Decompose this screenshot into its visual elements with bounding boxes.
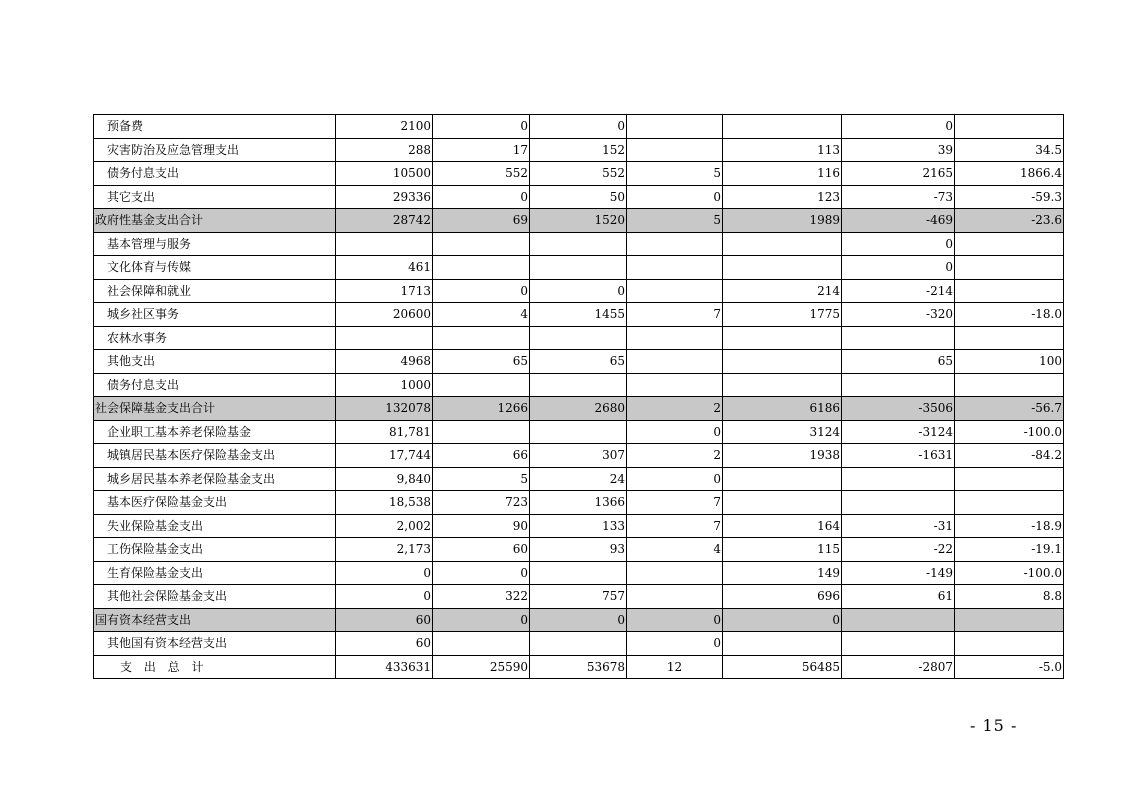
subtotal-row [94, 608, 1064, 632]
col-g-cell: 0 [842, 115, 955, 139]
col-e-cell [627, 256, 723, 280]
col-c-cell: 69 [433, 209, 530, 233]
table-row [94, 467, 1064, 491]
col-h-cell: -84.2 [955, 444, 1064, 468]
col-g-cell: -320 [842, 303, 955, 327]
col-c-cell: 60 [433, 538, 530, 562]
table-row [94, 232, 1064, 256]
expenditure-table [93, 114, 1064, 679]
total-row [94, 655, 1064, 679]
col-c-cell [433, 326, 530, 350]
col-h-cell [955, 491, 1064, 515]
col-d-cell: 53678 [530, 655, 627, 679]
col-f-cell [723, 632, 842, 656]
col-c-cell: 0 [433, 561, 530, 585]
table-row [94, 420, 1064, 444]
col-g-cell: -73 [842, 185, 955, 209]
col-d-cell: 307 [530, 444, 627, 468]
col-e-cell: 4 [627, 538, 723, 562]
col-f-cell: 696 [723, 585, 842, 609]
item-name-cell: 社会保障和就业 [94, 279, 336, 303]
col-g-cell: 39 [842, 138, 955, 162]
col-b-cell: 288 [336, 138, 433, 162]
col-e-cell [627, 138, 723, 162]
col-b-cell: 10500 [336, 162, 433, 186]
item-name-cell: 其他支出 [94, 350, 336, 374]
col-d-cell: 0 [530, 608, 627, 632]
col-b-cell: 1000 [336, 373, 433, 397]
col-b-cell: 60 [336, 608, 433, 632]
col-g-cell [842, 326, 955, 350]
col-b-cell [336, 232, 433, 256]
col-f-cell: 164 [723, 514, 842, 538]
item-name-cell: 债务付息支出 [94, 162, 336, 186]
item-name-cell: 基本管理与服务 [94, 232, 336, 256]
col-h-cell: -100.0 [955, 561, 1064, 585]
col-d-cell [530, 232, 627, 256]
col-f-cell [723, 467, 842, 491]
col-g-cell: 0 [842, 232, 955, 256]
table-row [94, 632, 1064, 656]
item-name-cell: 其他国有资本经营支出 [94, 632, 336, 656]
col-d-cell: 133 [530, 514, 627, 538]
col-f-cell [723, 373, 842, 397]
col-d-cell [530, 420, 627, 444]
col-h-cell [955, 608, 1064, 632]
col-d-cell [530, 256, 627, 280]
col-c-cell: 552 [433, 162, 530, 186]
col-h-cell [955, 467, 1064, 491]
table-row [94, 350, 1064, 374]
col-h-cell [955, 632, 1064, 656]
col-h-cell: -18.9 [955, 514, 1064, 538]
col-c-cell: 65 [433, 350, 530, 374]
col-e-cell: 7 [627, 303, 723, 327]
item-name-cell: 国有资本经营支出 [94, 608, 336, 632]
item-name-cell: 农林水事务 [94, 326, 336, 350]
col-c-cell [433, 373, 530, 397]
col-c-cell: 5 [433, 467, 530, 491]
col-h-cell [955, 232, 1064, 256]
col-f-cell [723, 256, 842, 280]
col-g-cell: -31 [842, 514, 955, 538]
table-row [94, 185, 1064, 209]
table-row [94, 538, 1064, 562]
col-h-cell: -100.0 [955, 420, 1064, 444]
col-e-cell [627, 561, 723, 585]
col-f-cell [723, 232, 842, 256]
col-f-cell: 1989 [723, 209, 842, 233]
col-h-cell: 100 [955, 350, 1064, 374]
col-d-cell: 65 [530, 350, 627, 374]
col-g-cell: -3124 [842, 420, 955, 444]
item-name-cell: 城镇居民基本医疗保险基金支出 [94, 444, 336, 468]
col-h-cell: 34.5 [955, 138, 1064, 162]
col-d-cell: 2680 [530, 397, 627, 421]
col-d-cell: 1366 [530, 491, 627, 515]
col-d-cell: 24 [530, 467, 627, 491]
table-row [94, 115, 1064, 139]
item-name-cell: 债务付息支出 [94, 373, 336, 397]
col-e-cell [627, 232, 723, 256]
col-e-cell [627, 585, 723, 609]
col-e-cell [627, 279, 723, 303]
item-name-cell: 灾害防治及应急管理支出 [94, 138, 336, 162]
col-c-cell: 66 [433, 444, 530, 468]
col-d-cell [530, 373, 627, 397]
col-g-cell: 65 [842, 350, 955, 374]
col-b-cell [336, 326, 433, 350]
col-d-cell: 552 [530, 162, 627, 186]
col-f-cell [723, 491, 842, 515]
table-row [94, 585, 1064, 609]
col-h-cell [955, 373, 1064, 397]
col-c-cell: 17 [433, 138, 530, 162]
col-d-cell: 93 [530, 538, 627, 562]
col-d-cell [530, 561, 627, 585]
item-name-cell: 预备费 [94, 115, 336, 139]
table-row [94, 162, 1064, 186]
col-e-cell [627, 326, 723, 350]
col-h-cell [955, 326, 1064, 350]
col-b-cell: 81,781 [336, 420, 433, 444]
col-b-cell: 28742 [336, 209, 433, 233]
col-g-cell: 2165 [842, 162, 955, 186]
col-f-cell: 149 [723, 561, 842, 585]
col-c-cell [433, 632, 530, 656]
col-g-cell [842, 467, 955, 491]
page-number: - 15 - [970, 716, 1018, 735]
col-f-cell: 123 [723, 185, 842, 209]
col-f-cell: 116 [723, 162, 842, 186]
col-g-cell: 0 [842, 256, 955, 280]
table-row [94, 326, 1064, 350]
col-e-cell: 0 [627, 608, 723, 632]
item-name-cell: 政府性基金支出合计 [94, 209, 336, 233]
col-d-cell: 1520 [530, 209, 627, 233]
col-e-cell: 0 [627, 467, 723, 491]
col-c-cell: 1266 [433, 397, 530, 421]
col-b-cell: 461 [336, 256, 433, 280]
col-g-cell: -149 [842, 561, 955, 585]
col-g-cell: -214 [842, 279, 955, 303]
col-g-cell [842, 632, 955, 656]
col-g-cell: -1631 [842, 444, 955, 468]
col-e-cell: 0 [627, 632, 723, 656]
col-e-cell: 12 [627, 655, 723, 679]
col-f-cell [723, 326, 842, 350]
col-c-cell [433, 420, 530, 444]
col-e-cell: 5 [627, 209, 723, 233]
col-e-cell: 5 [627, 162, 723, 186]
col-f-cell: 3124 [723, 420, 842, 444]
col-h-cell: -59.3 [955, 185, 1064, 209]
col-h-cell [955, 256, 1064, 280]
item-name-cell: 工伤保险基金支出 [94, 538, 336, 562]
item-name-cell: 其他社会保险基金支出 [94, 585, 336, 609]
col-b-cell: 2,002 [336, 514, 433, 538]
col-b-cell: 20600 [336, 303, 433, 327]
col-c-cell: 0 [433, 279, 530, 303]
col-f-cell: 6186 [723, 397, 842, 421]
col-f-cell [723, 115, 842, 139]
col-c-cell [433, 256, 530, 280]
col-g-cell [842, 373, 955, 397]
col-d-cell: 0 [530, 115, 627, 139]
col-h-cell: -18.0 [955, 303, 1064, 327]
col-b-cell: 17,744 [336, 444, 433, 468]
col-d-cell: 0 [530, 279, 627, 303]
table-row [94, 514, 1064, 538]
col-f-cell: 1938 [723, 444, 842, 468]
col-c-cell: 25590 [433, 655, 530, 679]
item-name-cell: 其它支出 [94, 185, 336, 209]
col-e-cell [627, 373, 723, 397]
col-b-cell: 0 [336, 585, 433, 609]
table-row [94, 444, 1064, 468]
item-name-cell: 城乡社区事务 [94, 303, 336, 327]
col-h-cell: 8.8 [955, 585, 1064, 609]
item-name-cell: 社会保障基金支出合计 [94, 397, 336, 421]
col-g-cell: -22 [842, 538, 955, 562]
table-row [94, 256, 1064, 280]
col-h-cell [955, 279, 1064, 303]
col-e-cell: 0 [627, 185, 723, 209]
item-name-cell: 支 出 总 计 [94, 655, 336, 679]
col-h-cell: -56.7 [955, 397, 1064, 421]
col-c-cell: 322 [433, 585, 530, 609]
col-c-cell: 723 [433, 491, 530, 515]
col-f-cell: 113 [723, 138, 842, 162]
col-d-cell: 757 [530, 585, 627, 609]
item-name-cell: 生育保险基金支出 [94, 561, 336, 585]
table-row [94, 279, 1064, 303]
col-h-cell [955, 115, 1064, 139]
col-f-cell: 1775 [723, 303, 842, 327]
item-name-cell: 文化体育与传媒 [94, 256, 336, 280]
col-d-cell: 152 [530, 138, 627, 162]
col-g-cell: 61 [842, 585, 955, 609]
col-g-cell: -469 [842, 209, 955, 233]
col-b-cell: 433631 [336, 655, 433, 679]
col-h-cell: -19.1 [955, 538, 1064, 562]
item-name-cell: 企业职工基本养老保险基金 [94, 420, 336, 444]
col-f-cell: 56485 [723, 655, 842, 679]
item-name-cell: 基本医疗保险基金支出 [94, 491, 336, 515]
subtotal-row [94, 209, 1064, 233]
col-e-cell [627, 115, 723, 139]
table-row [94, 138, 1064, 162]
col-e-cell: 2 [627, 444, 723, 468]
subtotal-row [94, 397, 1064, 421]
col-b-cell: 2,173 [336, 538, 433, 562]
col-e-cell: 7 [627, 491, 723, 515]
col-e-cell: 7 [627, 514, 723, 538]
col-d-cell: 50 [530, 185, 627, 209]
col-b-cell: 29336 [336, 185, 433, 209]
col-f-cell: 0 [723, 608, 842, 632]
col-b-cell: 0 [336, 561, 433, 585]
col-f-cell: 115 [723, 538, 842, 562]
col-c-cell: 0 [433, 608, 530, 632]
col-f-cell: 214 [723, 279, 842, 303]
col-c-cell: 0 [433, 115, 530, 139]
col-c-cell: 0 [433, 185, 530, 209]
col-d-cell: 1455 [530, 303, 627, 327]
col-c-cell: 90 [433, 514, 530, 538]
col-e-cell [627, 350, 723, 374]
col-b-cell: 18,538 [336, 491, 433, 515]
item-name-cell: 失业保险基金支出 [94, 514, 336, 538]
table-row [94, 561, 1064, 585]
col-e-cell: 2 [627, 397, 723, 421]
col-e-cell: 0 [627, 420, 723, 444]
col-g-cell [842, 608, 955, 632]
item-name-cell: 城乡居民基本养老保险基金支出 [94, 467, 336, 491]
col-d-cell [530, 326, 627, 350]
col-b-cell: 60 [336, 632, 433, 656]
col-g-cell: -2807 [842, 655, 955, 679]
col-b-cell: 1713 [336, 279, 433, 303]
col-h-cell: -23.6 [955, 209, 1064, 233]
col-h-cell: 1866.4 [955, 162, 1064, 186]
table-row [94, 373, 1064, 397]
col-g-cell: -3506 [842, 397, 955, 421]
col-c-cell [433, 232, 530, 256]
col-b-cell: 9,840 [336, 467, 433, 491]
col-h-cell: -5.0 [955, 655, 1064, 679]
table-row [94, 491, 1064, 515]
table-row [94, 303, 1064, 327]
col-f-cell [723, 350, 842, 374]
col-d-cell [530, 632, 627, 656]
col-c-cell: 4 [433, 303, 530, 327]
col-b-cell: 132078 [336, 397, 433, 421]
col-b-cell: 4968 [336, 350, 433, 374]
col-g-cell [842, 491, 955, 515]
col-b-cell: 2100 [336, 115, 433, 139]
